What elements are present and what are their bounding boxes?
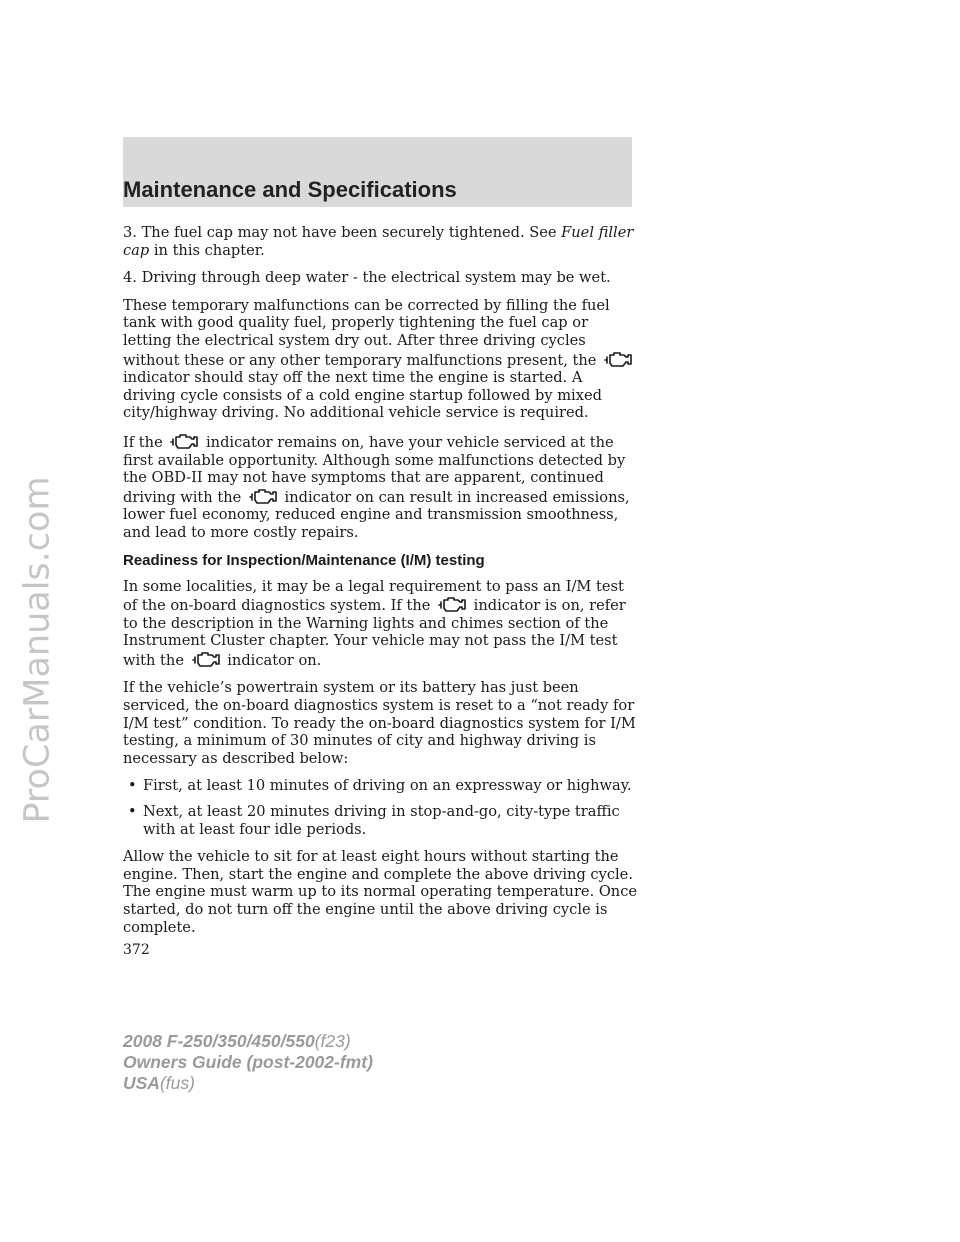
paragraph-indicator-remains-on: If the indicator remains on, have your vehicle serviced at the first available opportunity. Although some malfunctions detected by the OBD-II may not have symptoms that are apparent, continued driving with the indicator on can result in increased emissions, lower fuel economy, reduced engine and transmission smoothness, and lead to more costly repairs. [123, 433, 630, 541]
bullet-glyph: • [128, 803, 137, 821]
check-engine-icon [169, 432, 199, 450]
watermark [8, 240, 68, 1060]
check-engine-icon [248, 487, 278, 505]
watermark-text: ProCarManuals.com [18, 476, 59, 824]
check-engine-icon [437, 595, 467, 613]
section-heading-readiness: Readiness for Inspection/Maintenance (I/M) testing [123, 551, 485, 569]
document-footer [123, 1031, 373, 1094]
page-title: Maintenance and Specifications [123, 177, 457, 202]
paragraph-allow-vehicle-sit: Allow the vehicle to sit for at least eight hours without starting the engine. Then, start the engine and complete the above driving cycle. The engine must warm up to its normal operating temperature. Once started, do not turn off the engine until the above driving cycle is complete. [123, 848, 638, 936]
driving-steps-list [123, 777, 638, 838]
paragraph-temporary-malfunctions: These temporary malfunctions can be corrected by filling the fuel tank with good quality fuel, properly tightening the fuel cap or letting the electrical system dry out. After three driving cycles without these or any other temporary malfunctions present, the indicator should stay off the next time the engine is started. A driving cycle consists of a cold engine startup followed by mixed city/highway driving. No additional vehicle service is required. [123, 297, 638, 422]
footer-line-guide: Owners Guide (post-2002-fmt) [123, 1052, 373, 1072]
page-number: 372 [123, 942, 150, 958]
fuel-filler-cap-link[interactable]: Fuel filler cap [123, 224, 634, 259]
list-item: • Next, at least 20 minutes driving in stop-and-go, city-type traffic with at least four idle periods. [128, 803, 620, 838]
paragraph-deep-water: 4. Driving through deep water - the electrical system may be wet. [123, 269, 611, 287]
footer-line-market: USA(fus) [123, 1073, 195, 1093]
paragraph-legal-requirement: In some localities, it may be a legal requirement to pass an I/M test of the on-board diagnostics system. If the indicator is on, refer to the description in the Warning lights and chimes section of the Instrument Cluster chapter. Your vehicle may not pass the I/M test with the indicator on. [123, 577, 626, 669]
paragraph-fuel-cap: 3. The fuel cap may not have been securely tightened. See Fuel filler cap in this chapter. [123, 224, 634, 259]
paragraph-powertrain-serviced: If the vehicle’s powertrain system or its battery has just been serviced, the on-board diagnostics system is reset to a “not ready for I/M test” condition. To ready the on-board diagnostics system for I/M testing, a minimum of 30 minutes of city and highway driving is necessary as described below: [123, 679, 636, 767]
section-header [123, 137, 632, 207]
footer-line-model: 2008 F-250/350/450/550(f23) [123, 1031, 351, 1051]
check-engine-icon [191, 650, 221, 668]
bullet-glyph: • [128, 777, 137, 795]
body-content [123, 224, 638, 946]
check-engine-icon [603, 350, 633, 368]
list-item: • First, at least 10 minutes of driving on an expressway or highway. [128, 777, 632, 795]
